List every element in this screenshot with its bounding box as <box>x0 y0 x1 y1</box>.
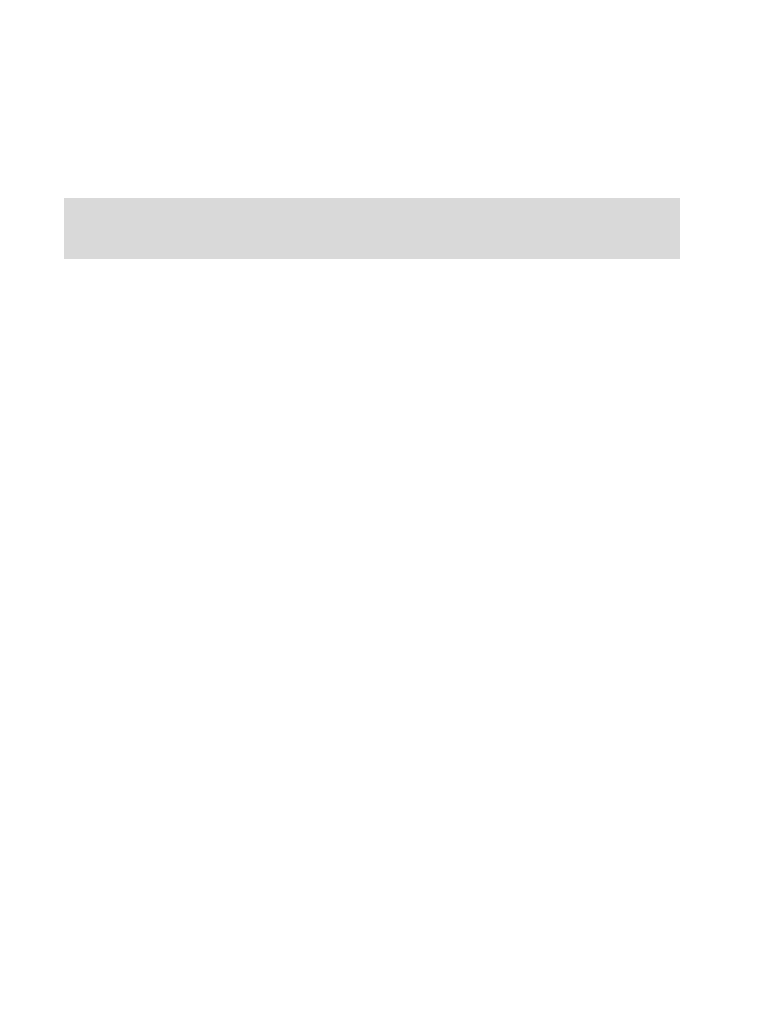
header-shading <box>64 198 680 259</box>
